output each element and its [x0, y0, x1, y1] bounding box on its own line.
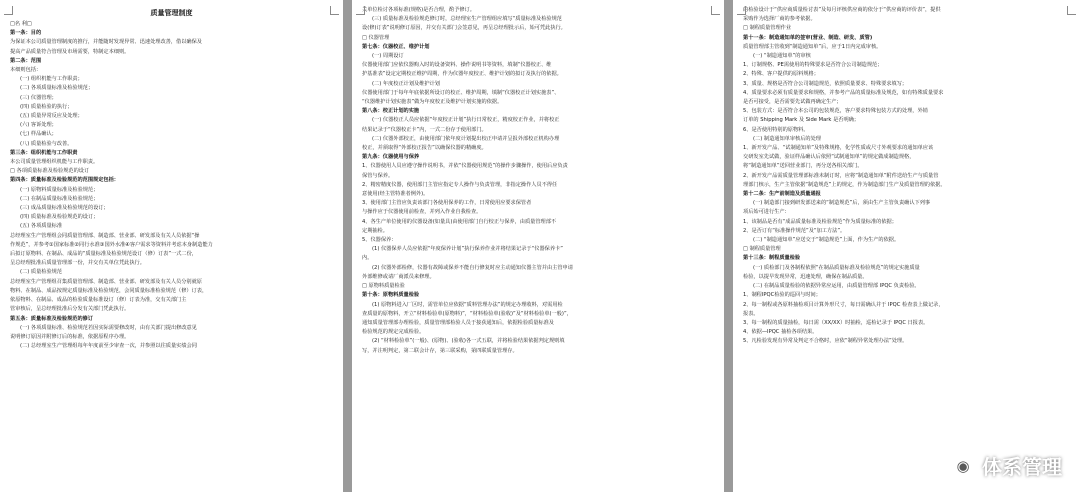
- text-line: 是否可接受，是否需要先试做再确定生产；: [743, 99, 842, 106]
- text-line: 2、精密精度仪器，使用部门主管应指定专人操作与负责管理，非指定操作人员不得任: [362, 181, 558, 188]
- text-line: (二) 总经理室生产管理组每年年度前至少审查一次，并参照以往质量实绩会同: [20, 343, 197, 350]
- margin-corner-mark: [737, 6, 746, 15]
- text-line: (五) 各项质量标准: [20, 223, 63, 230]
- text-line: (四) 质量检验的执行；: [20, 103, 73, 110]
- text-line: (一) 制造部门接到研发部送来的“制造规范”后，须由生产主管负责确认下列事: [753, 200, 931, 207]
- text-line: 2、每一制程或各原料抽检项目计算外形尺寸，每日需确认并于 IPQC 检查表上做记录，: [743, 301, 944, 308]
- text-line: 作规范”，并参考①国家标准②同行水准③国外水准④客户需求等资料并考虑本身制造能力: [10, 241, 213, 248]
- text-line: 检验，以提早发现异常，迅速处理，确保在制品质量。: [743, 273, 868, 280]
- section-heading: 第十三条：制程质量检验: [743, 255, 801, 262]
- text-line: (五) 质量异常反应及处理；: [20, 113, 83, 120]
- text-line: (八) 质量检验与改善。: [20, 140, 73, 147]
- text-line: 理部门核示，生产主管依据“制造规范”上的规定，作为制造部门生产及质量管理的依据。: [743, 181, 946, 188]
- text-line: □名 利□: [10, 21, 32, 27]
- text-line: 仪器使用部门于每年年底依据所设订的校正、维护周期，填制“仪器校正计划实施表”、: [362, 89, 560, 96]
- page-text-block: [362, 6, 714, 356]
- section-heading: 第四条：质量标准及检验规范的范围规定包括：: [10, 177, 119, 184]
- text-line: □ 制程质量管理作业: [743, 25, 792, 32]
- text-line: (一) 组织机能与工作职责；: [20, 76, 83, 83]
- text-line: 护基准表”设定定期校正维护周期，作为仪器年度校正、维护计划的拟订及执行的依据。: [362, 71, 562, 78]
- text-line: (二) “制造通知单”应送交于“制造规范”上面，作为生产的依据。: [753, 237, 900, 244]
- section-heading: 第一条：目的: [10, 30, 42, 37]
- text-line: 总经理室生产管理组会同质量管理部、制造部、营业部、研发部及有关人员依据“操: [10, 232, 200, 239]
- text-line: 依原物料、在制品、成品的检验质量标准设订（修）订表为准，交有关部门主: [10, 297, 187, 304]
- text-line: 后拟订原物料、在制品、成品的“质量标准及检验规范设订（修）订表”一式二份，: [10, 251, 197, 258]
- text-line: (二) 年度校正计划及维护计划: [372, 80, 440, 87]
- text-line: (1) 仪器保养人员应依据“年度保养计划”执行保养作业并将结果记录于“仪器保养卡”: [372, 246, 563, 253]
- text-line: □ 原物料质量检验: [362, 283, 405, 290]
- text-line: 2、特殊、客户提供的原料规格；: [743, 71, 819, 78]
- section-heading: 第九条：仪器使用与保养: [362, 154, 420, 161]
- text-line: 意使用(经主管特准者例外)。: [362, 191, 429, 198]
- text-line: □ 各项质量标准及检验规范的设订: [10, 168, 90, 175]
- section-heading: 第十一条：制造通知单的签审(营业、制造、研发、质管): [743, 34, 873, 41]
- text-line: (三) 质量标准及检验规范修订时，总经理室生产管理组应填写“质量标准及检验规范: [372, 16, 562, 23]
- text-line: 与操作应于仪器使用前检查，并列入作业自我检查。: [362, 209, 482, 216]
- section-heading: 第七条：仪器校正、维护计划: [362, 43, 430, 50]
- text-line: 设(修)订表”说明修订原因，并交有关部门会签意见，再呈总经理批示后，始可凭此执行。: [362, 25, 566, 32]
- text-line: 1、该制品是否有“成品质量标准及检验规范”作为质量标准的依据；: [743, 218, 897, 225]
- text-line: 1、新开发产品、“试制通知单”及特殊规格，化学性质或尺寸外观要求的通知单应该: [743, 145, 934, 152]
- text-line: 总经理室生产管理组召集质量管理部、制造部、营业部、研发部及有关人员分别就原: [10, 278, 202, 285]
- section-heading: 第二条：范围: [10, 57, 42, 64]
- text-line: 写，并注明判定，第二联会计存，第三联采购，第四联质量管理存。: [362, 347, 518, 354]
- text-line: 检验规范的规定完成检验。: [362, 329, 425, 336]
- document-page-1: [0, 0, 343, 492]
- text-line: 1、制程IPQC检验的巡回与时间；: [743, 292, 821, 299]
- text-line: 3、质量、规格是否符合公司制造规范，依照质量要求、特殊要求填写；: [743, 80, 908, 87]
- text-line: (六) 客诉处理；: [20, 122, 57, 129]
- section-heading: 第十条：原物料质量检验: [362, 292, 420, 299]
- text-line: (二) 制造通知单审核后的处理: [753, 135, 821, 142]
- text-line: 2、新开发产品需质量管理部标准未制订时，应将“制造通知单”附件送给生产与质量管: [743, 172, 939, 179]
- text-line: 保管与保养。: [362, 172, 394, 179]
- text-line: 订单的 Shipping Mark 及 Side Mark 是否明确；: [743, 117, 860, 124]
- text-line: (二) 在制品质量标准及检验规范；: [20, 195, 99, 202]
- text-line: “仪器维护计划实施表”做为年度校正及维护计划实施的依据。: [362, 99, 503, 106]
- text-line: (七) 样品确认；: [20, 131, 57, 138]
- text-line: 6、是否使用特别的原物料。: [743, 126, 809, 133]
- text-line: 将“制造通知单”送回营业部门，再分送各相关部门。: [743, 163, 863, 170]
- text-line: 3、每一制程的质量抽检，每日需（XX/XX）时抽检，巡检记录于 IPQC 日报表。: [743, 319, 929, 326]
- text-line: 本细则包括：: [10, 67, 42, 74]
- margin-corner-mark: [356, 6, 365, 15]
- text-line: 管审核后，呈总经理批准后分发有关部门凭此执行。: [10, 306, 130, 313]
- text-line: (四) 质量标准及检验规范的设订；: [20, 214, 99, 221]
- text-line: 2、是否订有“标准操作规范”及“加工方法”。: [743, 227, 846, 234]
- document-page-2: [352, 0, 724, 492]
- page-text-block: [10, 6, 333, 351]
- section-heading: 第八条：校正计划的实施: [362, 108, 420, 115]
- text-line: 呈总经理批准后质量管理部一份，并交有关单位凭此执行。: [10, 260, 145, 267]
- text-line: □ 制程质量管理: [743, 246, 781, 253]
- text-line: (二) 各项质量标准及检验规范；: [20, 85, 94, 92]
- text-line: 内。: [362, 255, 373, 262]
- text-line: 采购作为选择厂商的参考依据。: [743, 16, 816, 23]
- text-line: 项后始可进行生产：: [743, 209, 790, 216]
- text-line: 通知质量管理部办理检验，质量管理部检验人员于接获通知后，依据检验质量标准及: [362, 319, 554, 326]
- text-line: 4、依据—IPQC 抽检各项结果。: [743, 329, 818, 336]
- text-line: (一) 周期设订: [372, 53, 404, 60]
- margin-corner-mark: [4, 6, 13, 15]
- text-line: □ 仪器管理: [362, 34, 390, 41]
- text-line: 本公司质量管理组织机能与工作职责。: [10, 159, 99, 166]
- text-line: 4、质量要求必须有质量要求和规格，并参考产品的质量标准及规范，如有特殊质量要求: [743, 89, 944, 96]
- margin-corner-mark: [711, 6, 720, 15]
- margin-corner-mark: [330, 6, 339, 15]
- text-line: 校正，并须取得“外部校正报告”以确保仪器的精确度。: [362, 145, 487, 152]
- text-line: 仪器使用部门应依仪器购入时的设备资料、操作说明书等资料，填制“仪器校正、维: [362, 62, 552, 69]
- text-line: 交研发室先试做，验证样品确认后依照“试制通知单”的规定做成制造规格，: [743, 154, 915, 161]
- text-line: 查质量的原物料，开立“材料检验单(原物料)”，“材料检验单(验收)”及“材料检验单(一般)”，: [362, 310, 572, 317]
- text-line: 为保证本公司质量管理制度的推行，并能随时发现异常、迅速处理改善，借以确保及: [10, 39, 202, 46]
- text-line: (2) 仪器外部检修，仪器有故障或保养不能自行修复时应主动通知仪器主管并由主管申请: [372, 264, 573, 271]
- text-line: 质量管理部主管收到“制造通知单”后，应于1日内完成审核。: [743, 43, 882, 50]
- text-line: (1) 原物料进入厂区时，需管单位应依据“质料管理办法”的规定办理收料，对需用检: [372, 301, 563, 308]
- text-line: 的检验设计于“供应商质量检讨表”及每月评核供应商的依分于“供应商的评价表”，提供: [743, 7, 941, 13]
- watermark: [950, 451, 1062, 480]
- text-line: 1、订制规格、PE需使用的特殊要求是否符合公司制造规范；: [743, 62, 883, 69]
- text-line: 5、包装方式：是否符合本公司的包装规范，客户要求特殊包装方式的处理，外销: [743, 108, 928, 115]
- watermark-text: 体系管理: [982, 455, 1062, 479]
- text-line: 外部维修或请厂商派员来修理。: [362, 273, 435, 280]
- text-line: 3、使用部门主管应负责该部门各使用保养的工作，日常使用应要求保管者: [362, 200, 532, 207]
- text-line: 物料、在制品、成品按规定质量标准及检验规范，会同质量标准检验规范（修）订表，: [10, 287, 208, 294]
- text-line: 报表。: [743, 310, 759, 317]
- text-line: (三) 仪器管理；: [20, 94, 57, 101]
- text-line: 4、各生产单位使用的仪器设备(如量具)由使用部门自行校正与保养，由质量管理部不: [362, 218, 557, 225]
- text-line: (二) 在制品质量检验的依据异常应运用，由质量管理部 IPQC 负责检验。: [753, 283, 920, 290]
- text-line: (三) 成品质量标准及检验规范的设订；: [20, 205, 109, 212]
- text-line: (一) 原物料质量标准及检验规范；: [20, 186, 99, 193]
- margin-corner-mark: [1067, 6, 1076, 15]
- page-text-block: [743, 6, 1070, 347]
- text-line: (一) 仪器校正人员应依据“年度校正计划”执行日常校正，精度校正作业，并将校正: [372, 117, 560, 124]
- text-line: 5、凡检验发现有异常及判定不合格时，应依“制程异常处理办法”处理。: [743, 338, 908, 345]
- text-line: 说明修订原因并附修订后的标准，依据原程序办理。: [10, 333, 130, 340]
- text-line: (二) 仪器外部校正，由使用部门依年度计划提出校正申请并呈报外部校正机构办理: [372, 135, 560, 142]
- text-line: 5、仪器保养：: [362, 237, 397, 244]
- text-line: (一) 质检部门及各制程依照“在制品质量标准及检验规范”的规定实施质量: [753, 264, 920, 271]
- text-line: 关单位检讨各项标准(规格)是否合理，酌予修订。: [362, 7, 475, 13]
- text-line: (一) 各项质量标准、检验规范若因实际需要修改时，由有关部门提出修改意见: [20, 324, 197, 331]
- text-line: 结果记录于“仪器校正卡”内，一式二份存于使用部门。: [362, 126, 487, 133]
- text-line: 提高产品质量符合管理及市场需要，特制定本细则。: [10, 48, 130, 55]
- text-line: (二) 质量检验规范: [20, 269, 63, 276]
- document-title: 质量管理制度: [150, 9, 193, 17]
- text-line: 定期抽检。: [362, 227, 388, 234]
- document-page-3: [733, 0, 1080, 492]
- section-heading: 第三条：组织机能与工作职责: [10, 149, 78, 156]
- text-line: (2) “材料检验单”(一般)、(原物)、(验收)各一式五联，并将检验结果依据判定规则填: [372, 338, 565, 345]
- section-heading: 第五条：质量标准及检验规范的修订: [10, 315, 94, 322]
- section-heading: 第十二条：生产前制造及质量通报: [743, 191, 821, 198]
- text-line: 1、仪器使用人员应遵守操作说明书，并依“仪器使用规范”的操作步骤操作，使用后应负责: [362, 163, 568, 170]
- text-line: (一) “制造通知单”的审核: [753, 53, 811, 60]
- wechat-logo-icon: ◉: [950, 453, 976, 479]
